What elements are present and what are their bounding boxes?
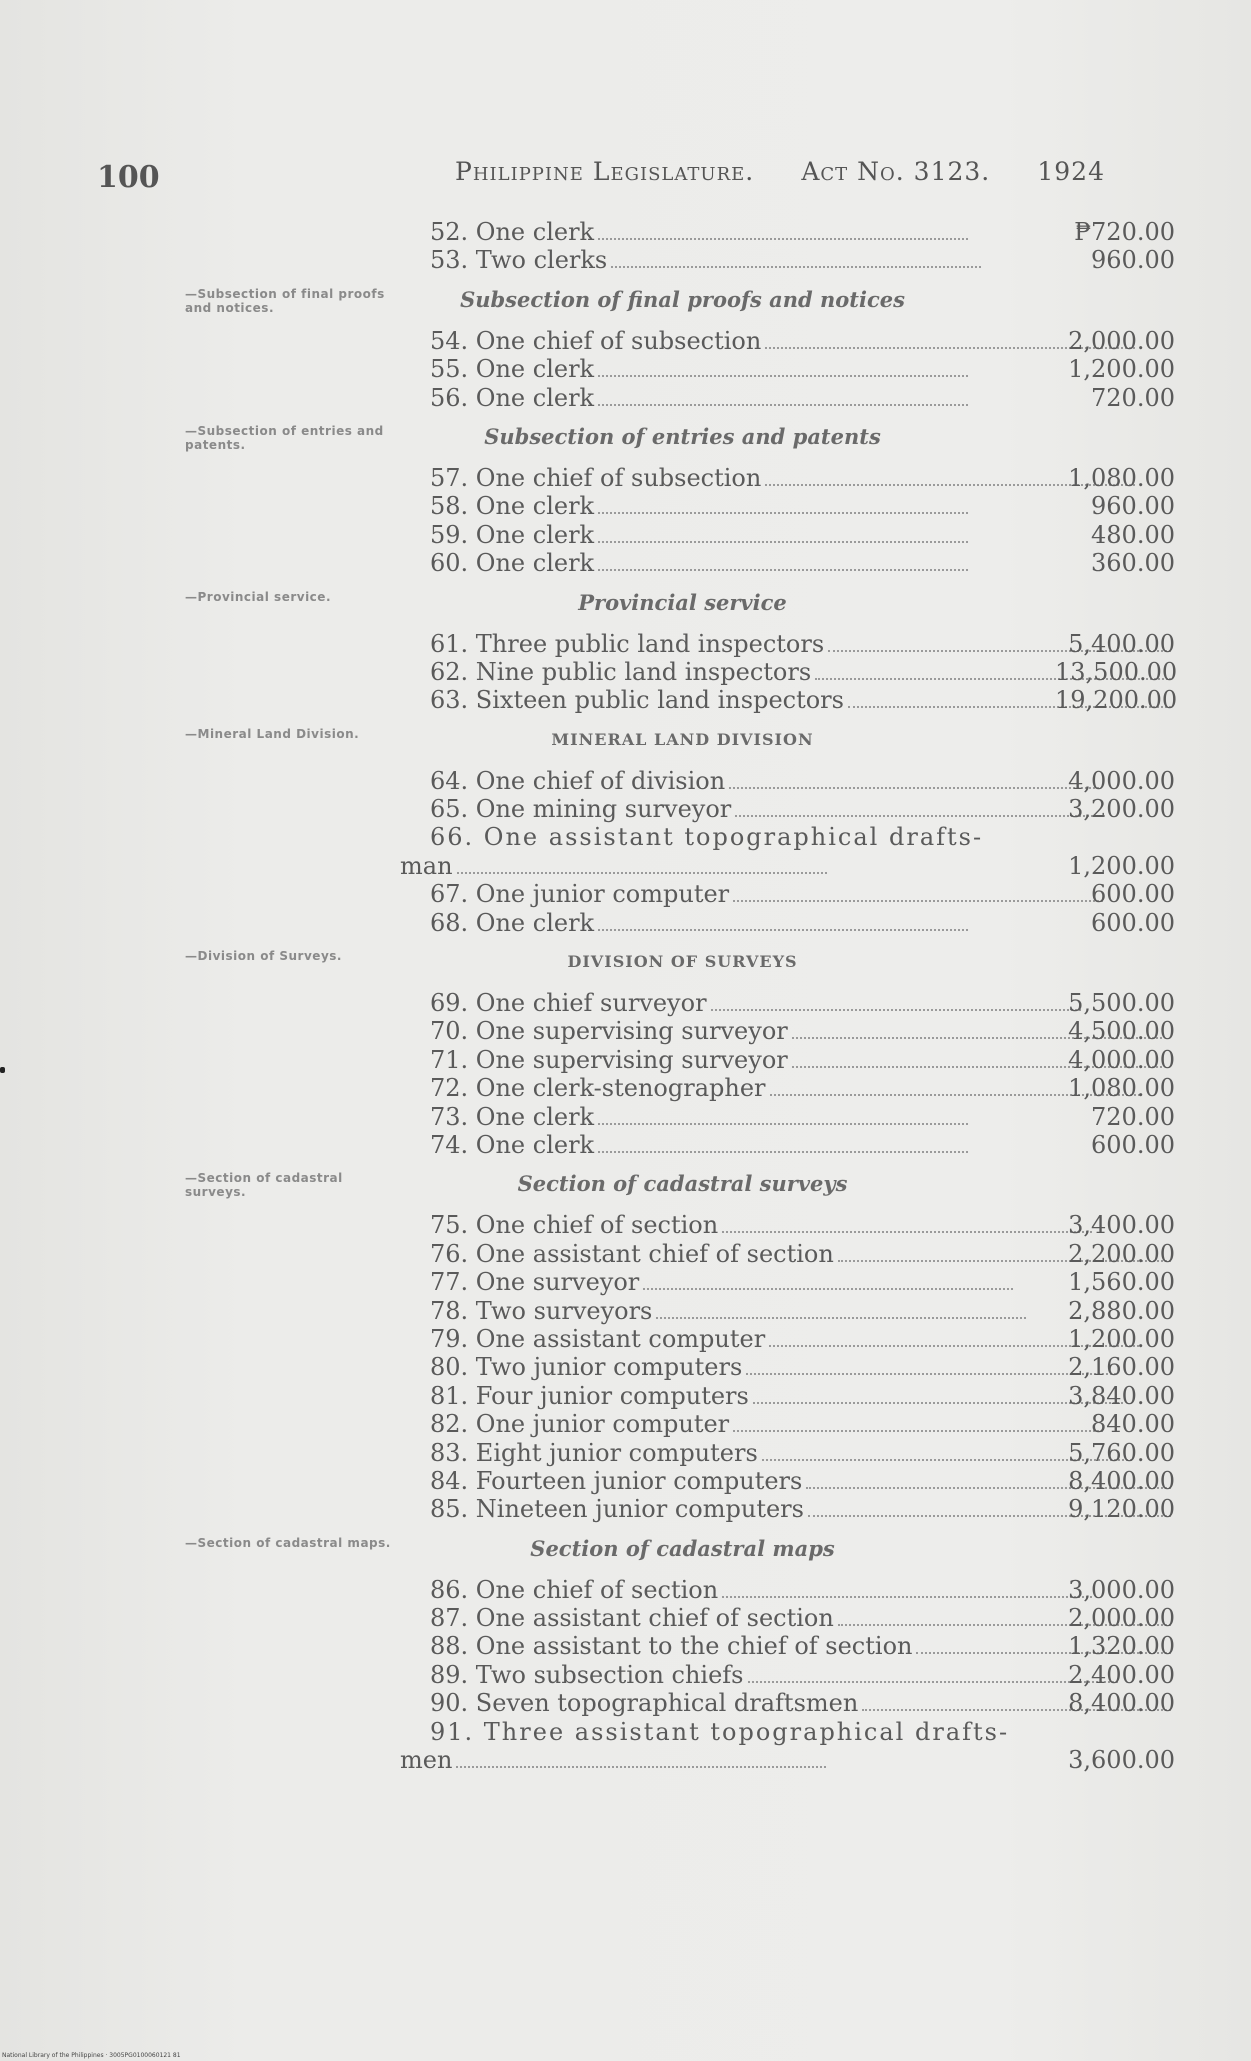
dot-leader — [598, 220, 968, 240]
margin-note: —Section of cadastral surveys. — [185, 1171, 343, 1199]
line-item-amount: 2,000.00 — [1068, 326, 1175, 355]
line-item — [400, 1297, 1175, 1325]
line-item — [400, 880, 1175, 908]
line-item-amount: ₱720.00 — [1074, 218, 1175, 246]
line-item — [400, 1211, 1175, 1239]
dot-leader — [457, 854, 827, 874]
line-item-label: 57. One chief of subsection — [430, 463, 762, 492]
line-item-amount: 3,200.00 — [1068, 795, 1175, 824]
line-item-label: 56. One clerk — [430, 383, 595, 412]
scan-speck — [0, 1067, 5, 1073]
line-item — [400, 795, 1175, 823]
line-item-amount: 19,200.00 — [1055, 686, 1178, 715]
line-item — [400, 1661, 1175, 1689]
dot-leader — [598, 386, 968, 406]
line-item-amount: 1,200.00 — [1068, 1324, 1175, 1353]
line-item-amount: 2,000.00 — [1068, 1604, 1175, 1633]
line-item-label: 78. Two surveyors — [430, 1296, 653, 1325]
line-item — [400, 1495, 1175, 1523]
page-number: 100 — [97, 160, 160, 195]
dot-leader — [598, 357, 968, 377]
line-item-amount: 600.00 — [1091, 1130, 1175, 1159]
line-item-amount: 1,200.00 — [1068, 355, 1175, 384]
line-item-label: 74. One clerk — [430, 1130, 595, 1159]
line-item-label: 71. One supervising surveyor — [430, 1045, 788, 1074]
appropriation-list — [400, 218, 1178, 1775]
dot-leader — [711, 991, 1081, 1011]
margin-note: —Section of cadastral maps. — [185, 1536, 391, 1550]
line-item — [400, 1382, 1175, 1410]
line-item-amount: 4,000.00 — [1068, 766, 1175, 795]
line-item-amount: 360.00 — [1091, 549, 1175, 578]
line-item — [400, 1353, 1175, 1381]
line-item-amount: 3,840.00 — [1068, 1381, 1175, 1410]
line-item — [400, 1268, 1175, 1296]
line-item — [400, 1240, 1175, 1268]
line-item — [400, 218, 1175, 246]
section-heading: Section of cadastral surveys — [517, 1171, 848, 1197]
line-item-label: 52. One clerk — [430, 218, 595, 246]
line-item-amount: 5,500.00 — [1068, 989, 1175, 1018]
line-item-label: 77. One surveyor — [430, 1268, 640, 1297]
line-item-amount: 5,760.00 — [1068, 1438, 1175, 1467]
line-item — [400, 355, 1175, 383]
dot-leader — [733, 1412, 1103, 1432]
dot-leader — [722, 1213, 1092, 1233]
dot-leader — [598, 1105, 968, 1125]
line-item-label: 64. One chief of division — [430, 766, 726, 795]
section-heading: Subsection of final proofs and notices — [460, 286, 905, 312]
line-item-amount: 1,320.00 — [1068, 1632, 1175, 1661]
line-item-amount: 1,080.00 — [1068, 1074, 1175, 1103]
line-item-label: 84. Fourteen junior computers — [430, 1466, 803, 1495]
line-item-label: 89. Two subsection chiefs — [430, 1660, 744, 1689]
line-item — [400, 630, 1175, 658]
margin-note: —Subsection of entries and patents. — [185, 424, 384, 452]
line-item — [400, 1746, 1175, 1774]
line-item-amount: 8,400.00 — [1068, 1466, 1175, 1495]
section-heading: MINERAL LAND DIVISION — [551, 729, 814, 749]
line-item-label: 90. Seven topographical draftsmen — [430, 1689, 859, 1718]
line-item-label: 82. One junior computer — [430, 1410, 730, 1439]
line-item-label: 53. Two clerks — [430, 246, 608, 275]
line-item — [400, 1576, 1175, 1604]
line-item-label: 88. One assistant to the chief of section — [430, 1632, 913, 1661]
dot-leader — [656, 1299, 1026, 1319]
running-head-year: 1924 — [1037, 157, 1105, 186]
line-item-label: 69. One chief surveyor — [430, 989, 707, 1018]
line-item-amount: 1,080.00 — [1068, 463, 1175, 492]
line-item-amount: 960.00 — [1091, 492, 1175, 521]
line-item — [400, 1046, 1175, 1074]
line-item-label: 54. One chief of subsection — [430, 326, 762, 355]
line-item-label: 67. One junior computer — [430, 880, 730, 909]
margin-note: —Mineral Land Division. — [185, 727, 360, 741]
dot-leader — [598, 1133, 968, 1153]
dot-leader — [611, 248, 981, 268]
line-item-label: 91. Three assistant topographical drafts- — [430, 1717, 1010, 1746]
line-item-amount: 720.00 — [1091, 1102, 1175, 1131]
line-item-label: 76. One assistant chief of section — [430, 1239, 834, 1268]
line-item — [400, 989, 1175, 1017]
line-item-label: 70. One supervising surveyor — [430, 1017, 788, 1046]
line-item-amount: 4,500.00 — [1068, 1017, 1175, 1046]
line-item-amount: 5,400.00 — [1068, 629, 1175, 658]
line-item-label: 85. Nineteen junior computers — [430, 1495, 804, 1524]
line-item-amount: 2,880.00 — [1068, 1296, 1175, 1325]
line-item — [400, 1103, 1175, 1131]
line-item — [400, 492, 1175, 520]
line-item — [400, 909, 1175, 937]
line-item-label: 66. One assistant topographical drafts- — [430, 823, 984, 852]
margin-note: —Subsection of final proofs and notices. — [185, 287, 385, 315]
line-item — [400, 1439, 1175, 1467]
line-item — [400, 521, 1175, 549]
line-item-label: 73. One clerk — [430, 1102, 595, 1131]
line-item-label: 65. One mining surveyor — [430, 795, 732, 824]
line-item-label: 83. Eight junior computers — [430, 1438, 758, 1467]
dot-leader — [733, 882, 1103, 902]
line-item-amount: 600.00 — [1091, 908, 1175, 937]
line-item-label: 62. Nine public land inspectors — [430, 657, 812, 686]
line-item-label: man — [400, 851, 453, 880]
line-item-amount: 4,000.00 — [1068, 1045, 1175, 1074]
line-item-amount: 840.00 — [1091, 1410, 1175, 1439]
line-item-amount: 2,400.00 — [1068, 1660, 1175, 1689]
line-item-amount: 8,400.00 — [1068, 1689, 1175, 1718]
line-item-amount: 13,500.00 — [1055, 657, 1178, 686]
line-item — [400, 657, 1178, 686]
line-item-label: 58. One clerk — [430, 492, 595, 521]
line-item — [400, 1689, 1175, 1717]
line-item — [400, 246, 1175, 274]
line-item-amount: 2,200.00 — [1068, 1239, 1175, 1268]
line-item — [400, 1632, 1175, 1660]
section-heading: Provincial service — [578, 589, 787, 615]
line-item — [400, 1718, 1175, 1746]
line-item-label: 61. Three public land inspectors — [430, 629, 825, 658]
dot-leader — [722, 1578, 1092, 1598]
line-item-label: 55. One clerk — [430, 355, 595, 384]
scan-footer: National Library of the Philippines · 3005PG0100060121 81 — [2, 2052, 181, 2059]
line-item — [400, 1604, 1175, 1632]
running-head-act: Act No. 3123. — [801, 157, 991, 186]
line-item — [400, 852, 1175, 880]
margin-note: —Provincial service. — [185, 590, 331, 604]
line-item-label: 80. Two junior computers — [430, 1353, 743, 1382]
line-item-label: 79. One assistant computer — [430, 1324, 766, 1353]
dot-leader — [598, 523, 968, 543]
line-item-label: 72. One clerk-stenographer — [430, 1074, 766, 1103]
section-heading: DIVISION OF SURVEYS — [567, 952, 798, 972]
margin-note: —Division of Surveys. — [185, 949, 342, 963]
line-item-amount: 600.00 — [1091, 880, 1175, 909]
dot-leader — [729, 769, 1099, 789]
line-item-amount: 9,120.00 — [1068, 1495, 1175, 1524]
line-item — [400, 823, 1175, 851]
line-item-amount: 1,560.00 — [1068, 1268, 1175, 1297]
dot-leader — [643, 1270, 1013, 1290]
section-heading: Section of cadastral maps — [530, 1535, 835, 1561]
running-head — [455, 157, 1105, 186]
dot-leader — [598, 911, 968, 931]
line-item-label: 86. One chief of section — [430, 1575, 719, 1604]
line-item-label: 60. One clerk — [430, 549, 595, 578]
line-item-label: 63. Sixteen public land inspectors — [430, 686, 844, 715]
line-item-amount: 3,400.00 — [1068, 1211, 1175, 1240]
line-item-label: 87. One assistant chief of section — [430, 1604, 834, 1633]
line-item-label: 75. One chief of section — [430, 1211, 719, 1240]
line-item-label: 68. One clerk — [430, 908, 595, 937]
dot-leader — [598, 494, 968, 514]
line-item — [400, 1410, 1175, 1438]
line-item — [400, 1467, 1175, 1495]
line-item — [400, 686, 1178, 715]
dot-leader — [456, 1748, 826, 1768]
line-item-label: men — [400, 1746, 453, 1775]
section-heading: Subsection of entries and patents — [484, 423, 881, 449]
dot-leader — [598, 551, 968, 571]
line-item-label: 81. Four junior computers — [430, 1381, 749, 1410]
line-item — [400, 464, 1175, 492]
line-item — [400, 1074, 1175, 1102]
line-item-amount: 1,200.00 — [1068, 851, 1175, 880]
line-item-amount: 960.00 — [1091, 246, 1175, 275]
line-item — [400, 384, 1175, 412]
line-item — [400, 767, 1175, 795]
running-head-publication: Philippine Legislature. — [455, 157, 755, 186]
line-item-amount: 720.00 — [1091, 383, 1175, 412]
dot-leader — [735, 797, 1105, 817]
line-item-amount: 2,160.00 — [1068, 1353, 1175, 1382]
line-item — [400, 1131, 1175, 1159]
line-item — [400, 549, 1175, 577]
line-item-amount: 3,000.00 — [1068, 1575, 1175, 1604]
line-item — [400, 1017, 1175, 1045]
line-item-amount: 480.00 — [1091, 520, 1175, 549]
line-item-amount: 3,600.00 — [1068, 1746, 1175, 1775]
line-item-label: 59. One clerk — [430, 520, 595, 549]
line-item — [400, 1325, 1175, 1353]
line-item — [400, 327, 1175, 355]
